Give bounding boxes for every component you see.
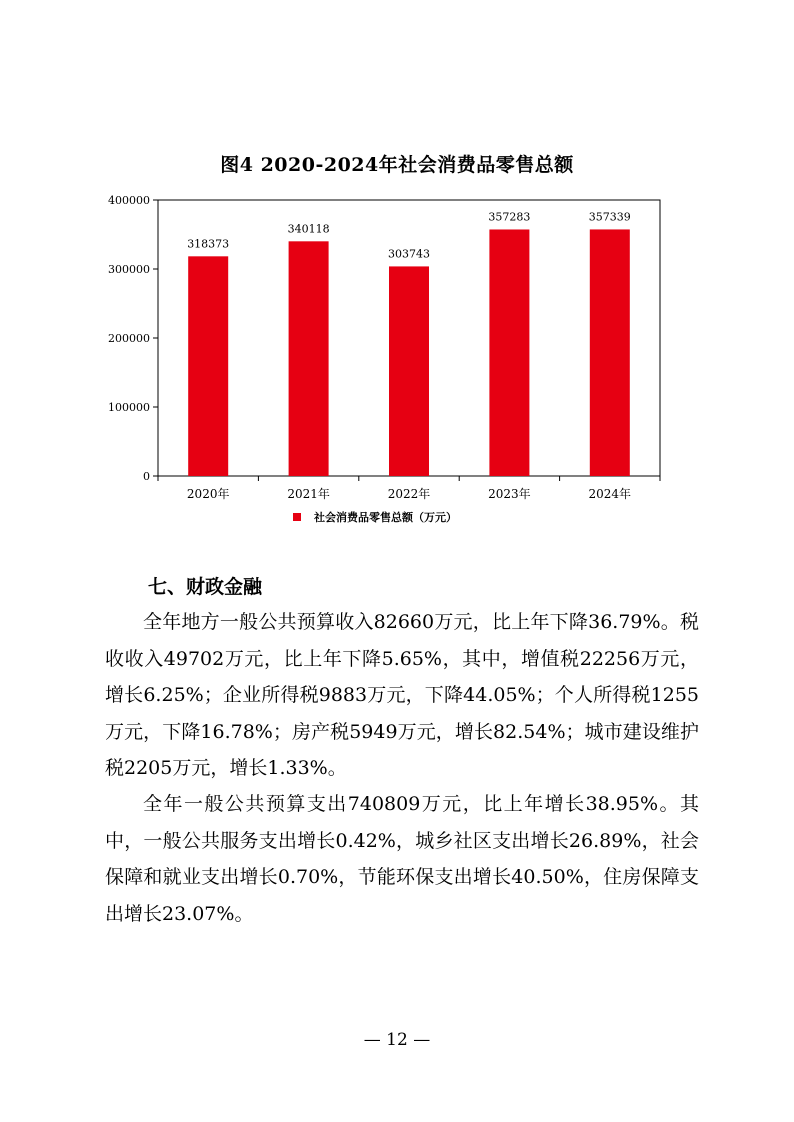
bar-data-label: 357339 <box>588 210 631 224</box>
x-tick-label: 2020年 <box>186 487 230 501</box>
y-tick-label: 400000 <box>108 194 150 207</box>
bar-data-label: 303743 <box>388 247 430 261</box>
bar <box>188 256 228 476</box>
y-tick-label: 200000 <box>108 332 150 345</box>
figure-title: 图4 2020-2024年社会消费品零售总额 <box>220 154 574 176</box>
x-tick-label: 2023年 <box>488 487 531 501</box>
bar <box>289 241 329 476</box>
section-heading: 七、财政金融 <box>148 576 263 598</box>
bar <box>389 266 429 476</box>
paragraph-expenditure: 全年一般公共预算支出740809万元，比上年增长38.95%。其中，一般公共服务支出增长0.42%，城乡社区支出增长26.89%，社会保障和就业支出增长0.70%，节能环保支出增长40.50%，住房保障支出增长23.07%。 <box>105 793 699 925</box>
bar-chart <box>100 190 680 530</box>
x-tick-label: 2024年 <box>588 487 632 501</box>
legend-swatch <box>293 513 301 521</box>
bar-data-label: 357283 <box>488 210 531 224</box>
x-tick-label: 2022年 <box>387 487 431 501</box>
paragraph-revenue: 全年地方一般公共预算收入82660万元，比上年下降36.79%。税收收入49702万元，比上年下降5.65%，其中，增值税22256万元，增长6.25%；企业所得税9883万元，下降44.05%；个人所得税1255万元，下降16.78%；房产税5949万元，增长82.54%；城市建设维护税2205万元，增长1.33%。 <box>105 611 699 779</box>
legend-label: 社会消费品零售总额（万元） <box>314 511 457 524</box>
bar-data-label: 318373 <box>187 237 230 251</box>
bar-data-label: 340118 <box>287 222 330 236</box>
bar <box>590 229 630 476</box>
bar <box>489 229 529 476</box>
page-number: — 12 — <box>363 1030 431 1050</box>
y-tick-label: 300000 <box>108 263 150 276</box>
y-tick-label: 0 <box>143 470 150 483</box>
chart-svg <box>100 190 680 530</box>
y-tick-label: 100000 <box>108 401 150 414</box>
x-tick-label: 2021年 <box>287 487 330 501</box>
